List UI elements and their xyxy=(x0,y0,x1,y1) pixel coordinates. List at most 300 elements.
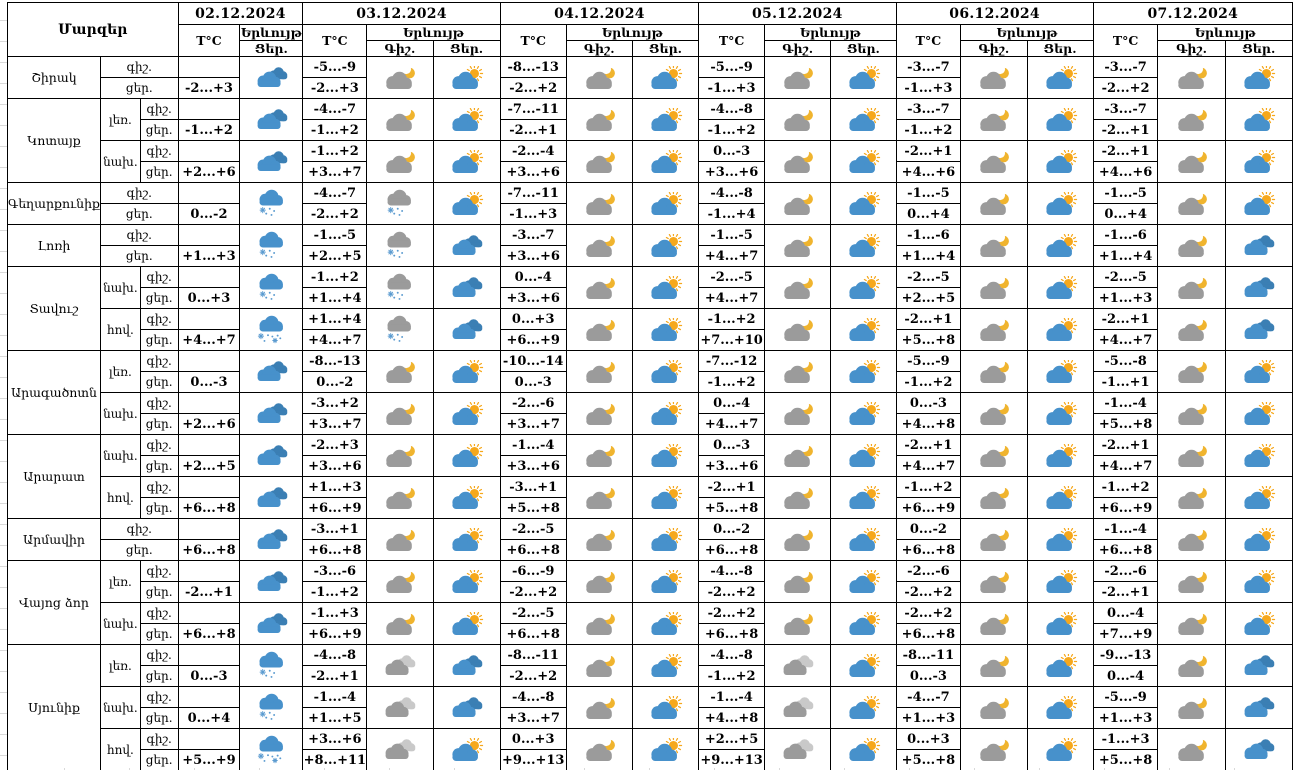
day-temp-cell[interactable]: +2...+6 xyxy=(178,414,240,435)
day-icon-cell[interactable] xyxy=(632,225,698,267)
day-icon-cell[interactable] xyxy=(1225,57,1292,99)
night-temp-cell[interactable] xyxy=(178,183,240,204)
night-icon-cell[interactable] xyxy=(367,225,433,267)
night-icon-cell[interactable] xyxy=(1158,225,1225,267)
day-icon-cell[interactable] xyxy=(831,99,896,141)
night-temp-cell[interactable] xyxy=(178,435,240,456)
night-temp-cell[interactable]: -1...+2 xyxy=(303,267,367,288)
night-temp-cell[interactable]: -1...-5 xyxy=(1093,183,1158,204)
night-temp-cell[interactable] xyxy=(178,267,240,288)
day-temp-cell[interactable]: -1...+2 xyxy=(303,120,367,141)
night-temp-cell[interactable]: -1...+2 xyxy=(896,477,961,498)
night-temp-cell[interactable]: +2...+5 xyxy=(699,729,765,750)
day-icon-cell[interactable] xyxy=(433,435,500,477)
regions-header-cell[interactable]: Մարզեր xyxy=(8,3,179,57)
night-temp-cell[interactable] xyxy=(178,603,240,624)
night-row-label[interactable]: գիշ. xyxy=(100,519,178,540)
zone-label-cell[interactable]: հով. xyxy=(100,477,140,519)
day-temp-cell[interactable]: +6...+8 xyxy=(178,624,240,645)
zone-label-cell[interactable]: նախ. xyxy=(100,687,140,729)
day-icon-cell[interactable] xyxy=(632,309,698,351)
day-icon-cell[interactable] xyxy=(831,309,896,351)
night-temp-cell[interactable]: -1...+2 xyxy=(1093,477,1158,498)
night-icon-cell[interactable] xyxy=(1158,561,1225,603)
night-icon-cell[interactable] xyxy=(1158,351,1225,393)
night-icon-cell[interactable] xyxy=(961,393,1027,435)
day-temp-cell[interactable]: -1...+4 xyxy=(699,204,765,225)
night-temp-cell[interactable]: -5...-9 xyxy=(303,57,367,78)
day-temp-cell[interactable]: +6...+8 xyxy=(699,624,765,645)
day-icon-cell[interactable] xyxy=(1225,141,1292,183)
night-temp-cell[interactable]: -2...-6 xyxy=(500,393,566,414)
night-temp-cell[interactable]: -2...-5 xyxy=(896,267,961,288)
night-row-label[interactable]: գիշ. xyxy=(140,435,178,456)
day-temp-cell[interactable]: +3...+7 xyxy=(500,708,566,729)
night-icon-cell[interactable] xyxy=(765,729,831,770)
night-icon-cell[interactable] xyxy=(765,687,831,729)
night-temp-cell[interactable]: -3...-7 xyxy=(896,57,961,78)
night-icon-cell[interactable] xyxy=(1158,99,1225,141)
night-col-header[interactable]: Գիշ. xyxy=(961,41,1027,57)
day-temp-cell[interactable]: -2...+1 xyxy=(500,120,566,141)
day-icon-cell[interactable] xyxy=(632,603,698,645)
night-temp-cell[interactable]: 0...-3 xyxy=(896,393,961,414)
day-row-label[interactable]: ցեր. xyxy=(140,456,178,477)
day-icon-cell[interactable] xyxy=(240,519,303,561)
day-temp-cell[interactable]: -2...+2 xyxy=(500,582,566,603)
night-temp-cell[interactable]: -4...-8 xyxy=(699,99,765,120)
day-temp-cell[interactable]: +9...+13 xyxy=(500,750,566,770)
night-temp-cell[interactable]: -3...+1 xyxy=(500,477,566,498)
day-icon-cell[interactable] xyxy=(831,435,896,477)
temp-header-cell[interactable]: T°C xyxy=(1093,25,1158,57)
night-icon-cell[interactable] xyxy=(961,57,1027,99)
night-row-label[interactable]: գիշ. xyxy=(140,141,178,162)
day-icon-cell[interactable] xyxy=(240,183,303,225)
night-temp-cell[interactable]: -3...-7 xyxy=(1093,99,1158,120)
day-icon-cell[interactable] xyxy=(632,57,698,99)
night-temp-cell[interactable] xyxy=(178,141,240,162)
night-temp-cell[interactable]: -8...-13 xyxy=(500,57,566,78)
night-icon-cell[interactable] xyxy=(1158,267,1225,309)
night-temp-cell[interactable]: -9...-13 xyxy=(1093,645,1158,666)
day-temp-cell[interactable]: +6...+8 xyxy=(896,540,961,561)
night-temp-cell[interactable] xyxy=(178,687,240,708)
night-temp-cell[interactable]: -2...+1 xyxy=(896,435,961,456)
day-icon-cell[interactable] xyxy=(632,99,698,141)
night-temp-cell[interactable]: -3...+2 xyxy=(303,393,367,414)
night-temp-cell[interactable]: 0...-3 xyxy=(699,141,765,162)
night-icon-cell[interactable] xyxy=(1158,519,1225,561)
night-icon-cell[interactable] xyxy=(765,351,831,393)
day-icon-cell[interactable] xyxy=(1027,729,1093,770)
day-temp-cell[interactable]: +4...+8 xyxy=(896,414,961,435)
night-row-label[interactable]: գիշ. xyxy=(100,57,178,78)
day-row-label[interactable]: ցեր. xyxy=(140,372,178,393)
day-icon-cell[interactable] xyxy=(240,393,303,435)
day-temp-cell[interactable]: +3...+6 xyxy=(500,288,566,309)
night-icon-cell[interactable] xyxy=(765,225,831,267)
night-temp-cell[interactable]: -8...-11 xyxy=(500,645,566,666)
day-col-header[interactable]: Ցեր. xyxy=(433,41,500,57)
night-temp-cell[interactable]: -1...-5 xyxy=(699,225,765,246)
night-row-label[interactable]: գիշ. xyxy=(140,687,178,708)
day-row-label[interactable]: ցեր. xyxy=(140,750,178,770)
day-temp-cell[interactable]: -1...+1 xyxy=(1093,372,1158,393)
night-icon-cell[interactable] xyxy=(961,561,1027,603)
day-icon-cell[interactable] xyxy=(1027,309,1093,351)
night-temp-cell[interactable]: -2...+1 xyxy=(1093,309,1158,330)
day-temp-cell[interactable]: 0...-3 xyxy=(500,372,566,393)
day-icon-cell[interactable] xyxy=(1225,309,1292,351)
region-name-cell[interactable]: Վայոց ձոր xyxy=(8,561,101,645)
night-temp-cell[interactable]: 0...-4 xyxy=(699,393,765,414)
night-temp-cell[interactable]: -2...-5 xyxy=(500,603,566,624)
day-temp-cell[interactable]: +6...+9 xyxy=(500,330,566,351)
day-icon-cell[interactable] xyxy=(632,519,698,561)
night-icon-cell[interactable] xyxy=(961,141,1027,183)
day-icon-cell[interactable] xyxy=(1027,603,1093,645)
night-temp-cell[interactable]: -4...-8 xyxy=(303,645,367,666)
phenomenon-header-cell[interactable]: Երևույթ xyxy=(566,25,698,41)
day-temp-cell[interactable]: +9...+13 xyxy=(699,750,765,770)
day-temp-cell[interactable]: -1...+3 xyxy=(896,78,961,99)
night-temp-cell[interactable] xyxy=(178,393,240,414)
day-icon-cell[interactable] xyxy=(831,687,896,729)
night-icon-cell[interactable] xyxy=(566,477,632,519)
day-row-label[interactable]: ցեր. xyxy=(100,204,178,225)
day-icon-cell[interactable] xyxy=(433,267,500,309)
night-temp-cell[interactable]: -1...-6 xyxy=(1093,225,1158,246)
phenomenon-header-cell[interactable]: Երևույթ xyxy=(240,25,302,40)
day-icon-cell[interactable] xyxy=(240,435,303,477)
temp-header-cell[interactable]: T°C xyxy=(178,25,240,57)
day-icon-cell[interactable] xyxy=(831,183,896,225)
night-icon-cell[interactable] xyxy=(765,99,831,141)
zone-label-cell[interactable]: լեռ. xyxy=(100,351,140,393)
day-temp-cell[interactable]: 0...+4 xyxy=(178,708,240,729)
day-icon-cell[interactable] xyxy=(632,393,698,435)
night-temp-cell[interactable]: -6...-9 xyxy=(500,561,566,582)
night-icon-cell[interactable] xyxy=(566,687,632,729)
day-temp-cell[interactable]: -1...+2 xyxy=(896,372,961,393)
night-temp-cell[interactable]: -1...-5 xyxy=(896,183,961,204)
night-temp-cell[interactable]: -8...-13 xyxy=(303,351,367,372)
night-temp-cell[interactable]: -5...-9 xyxy=(896,351,961,372)
phenomenon-header-cell[interactable]: Երևույթ xyxy=(765,25,896,41)
day-temp-cell[interactable]: +4...+7 xyxy=(178,330,240,351)
night-temp-cell[interactable]: -3...-6 xyxy=(303,561,367,582)
night-icon-cell[interactable] xyxy=(961,729,1027,770)
day-icon-cell[interactable] xyxy=(433,183,500,225)
night-icon-cell[interactable] xyxy=(1158,57,1225,99)
day-temp-cell[interactable]: -1...+2 xyxy=(303,582,367,603)
night-icon-cell[interactable] xyxy=(566,309,632,351)
night-temp-cell[interactable] xyxy=(178,645,240,666)
day-temp-cell[interactable]: +6...+8 xyxy=(896,624,961,645)
night-icon-cell[interactable] xyxy=(961,603,1027,645)
night-temp-cell[interactable]: -2...+1 xyxy=(699,477,765,498)
day-temp-cell[interactable]: -1...+3 xyxy=(699,78,765,99)
day-icon-cell[interactable] xyxy=(632,561,698,603)
day-temp-cell[interactable]: +6...+8 xyxy=(303,540,367,561)
night-icon-cell[interactable] xyxy=(1158,645,1225,687)
day-icon-cell[interactable] xyxy=(1225,687,1292,729)
day-temp-cell[interactable]: +6...+8 xyxy=(699,540,765,561)
day-icon-cell[interactable] xyxy=(831,267,896,309)
day-icon-cell[interactable] xyxy=(632,267,698,309)
night-col-header[interactable]: Գիշ. xyxy=(765,41,831,57)
day-icon-cell[interactable] xyxy=(240,729,303,770)
day-temp-cell[interactable]: -1...+2 xyxy=(699,120,765,141)
day-temp-cell[interactable]: -2...+3 xyxy=(178,78,240,99)
night-temp-cell[interactable]: -1...+3 xyxy=(303,603,367,624)
night-row-label[interactable]: գիշ. xyxy=(100,183,178,204)
day-icon-cell[interactable] xyxy=(1225,477,1292,519)
day-icon-cell[interactable] xyxy=(240,309,303,351)
night-icon-cell[interactable] xyxy=(765,393,831,435)
day-icon-cell[interactable] xyxy=(240,99,303,141)
day-temp-cell[interactable]: 0...+4 xyxy=(896,204,961,225)
day-icon-cell[interactable] xyxy=(1225,183,1292,225)
day-col-header[interactable]: Ցեր. xyxy=(831,41,896,57)
day-temp-cell[interactable]: +4...+7 xyxy=(699,246,765,267)
day-row-label[interactable]: ցեր. xyxy=(140,582,178,603)
night-temp-cell[interactable]: -2...+3 xyxy=(303,435,367,456)
day-temp-cell[interactable]: +1...+3 xyxy=(1093,288,1158,309)
night-temp-cell[interactable]: 0...-4 xyxy=(1093,603,1158,624)
night-icon-cell[interactable] xyxy=(765,267,831,309)
night-temp-cell[interactable]: 0...-4 xyxy=(500,267,566,288)
night-icon-cell[interactable] xyxy=(367,729,433,770)
phenomenon-header-cell[interactable]: Երևույթ xyxy=(1158,25,1293,41)
night-icon-cell[interactable] xyxy=(765,561,831,603)
night-temp-cell[interactable]: -2...+1 xyxy=(896,141,961,162)
day-icon-cell[interactable] xyxy=(1027,57,1093,99)
day-temp-cell[interactable]: +6...+8 xyxy=(500,624,566,645)
day-temp-cell[interactable]: +4...+6 xyxy=(896,162,961,183)
day-icon-cell[interactable] xyxy=(632,183,698,225)
zone-label-cell[interactable]: լեռ. xyxy=(100,99,140,141)
day-icon-cell[interactable] xyxy=(1225,603,1292,645)
day-icon-cell[interactable] xyxy=(1027,645,1093,687)
day-temp-cell[interactable]: -1...+2 xyxy=(699,372,765,393)
night-icon-cell[interactable] xyxy=(367,561,433,603)
temp-header-cell[interactable]: T°C xyxy=(303,25,367,57)
day-temp-cell[interactable]: -2...+3 xyxy=(303,78,367,99)
day-temp-cell[interactable]: +7...+9 xyxy=(1093,624,1158,645)
night-icon-cell[interactable] xyxy=(961,183,1027,225)
day-temp-cell[interactable]: +2...+5 xyxy=(896,288,961,309)
night-icon-cell[interactable] xyxy=(367,435,433,477)
night-temp-cell[interactable] xyxy=(178,729,240,750)
night-icon-cell[interactable] xyxy=(566,141,632,183)
day-icon-cell[interactable] xyxy=(1225,225,1292,267)
day-row-label[interactable]: ցեր. xyxy=(140,498,178,519)
night-row-label[interactable]: գիշ. xyxy=(140,99,178,120)
day-temp-cell[interactable]: +4...+7 xyxy=(896,456,961,477)
day-temp-cell[interactable]: +4...+6 xyxy=(1093,162,1158,183)
night-icon-cell[interactable] xyxy=(367,645,433,687)
region-name-cell[interactable]: Արագածոտն xyxy=(8,351,101,435)
night-row-label[interactable]: գիշ. xyxy=(140,351,178,372)
day-temp-cell[interactable]: -2...+2 xyxy=(699,582,765,603)
night-temp-cell[interactable]: -10...-14 xyxy=(500,351,566,372)
day-icon-cell[interactable] xyxy=(433,225,500,267)
night-col-header[interactable]: Գիշ. xyxy=(566,41,632,57)
night-temp-cell[interactable] xyxy=(178,351,240,372)
night-icon-cell[interactable] xyxy=(961,519,1027,561)
day-icon-cell[interactable] xyxy=(1027,183,1093,225)
night-icon-cell[interactable] xyxy=(367,267,433,309)
night-icon-cell[interactable] xyxy=(367,351,433,393)
day-icon-cell[interactable] xyxy=(831,729,896,770)
day-temp-cell[interactable]: 0...-3 xyxy=(178,666,240,687)
day-row-label[interactable]: ցեր. xyxy=(140,624,178,645)
day-temp-cell[interactable]: -2...+2 xyxy=(1093,78,1158,99)
night-temp-cell[interactable] xyxy=(178,225,240,246)
day-temp-cell[interactable]: 0...-3 xyxy=(896,666,961,687)
day-icon-cell[interactable] xyxy=(1225,729,1292,770)
region-name-cell[interactable]: Տավուշ xyxy=(8,267,101,351)
night-icon-cell[interactable] xyxy=(566,603,632,645)
day-temp-cell[interactable]: +4...+7 xyxy=(699,414,765,435)
day-temp-cell[interactable]: -1...+3 xyxy=(500,204,566,225)
zone-label-cell[interactable]: հով. xyxy=(100,729,140,770)
day-icon-cell[interactable] xyxy=(433,141,500,183)
day-temp-cell[interactable]: +3...+6 xyxy=(500,456,566,477)
day-temp-cell[interactable]: -2...+1 xyxy=(1093,120,1158,141)
night-row-label[interactable]: գիշ. xyxy=(140,309,178,330)
day-temp-cell[interactable]: +7...+10 xyxy=(699,330,765,351)
night-temp-cell[interactable]: -8...-11 xyxy=(896,645,961,666)
day-row-label[interactable]: ցեր. xyxy=(140,162,178,183)
night-temp-cell[interactable]: -2...-6 xyxy=(896,561,961,582)
night-temp-cell[interactable]: -2...-4 xyxy=(500,141,566,162)
day-icon-cell[interactable] xyxy=(1225,519,1292,561)
day-icon-cell[interactable] xyxy=(1027,99,1093,141)
day-temp-cell[interactable]: +5...+8 xyxy=(896,750,961,770)
zone-label-cell[interactable]: լեռ. xyxy=(100,561,140,603)
night-temp-cell[interactable]: +3...+6 xyxy=(303,729,367,750)
night-icon-cell[interactable] xyxy=(566,351,632,393)
night-icon-cell[interactable] xyxy=(765,183,831,225)
night-icon-cell[interactable] xyxy=(1158,729,1225,770)
day-temp-cell[interactable]: +6...+8 xyxy=(1093,540,1158,561)
day-temp-cell[interactable]: +6...+9 xyxy=(1093,498,1158,519)
day-temp-cell[interactable]: 0...-2 xyxy=(303,372,367,393)
night-icon-cell[interactable] xyxy=(566,99,632,141)
day-temp-cell[interactable]: -2...+2 xyxy=(500,666,566,687)
night-row-label[interactable]: գիշ. xyxy=(140,729,178,750)
day-icon-cell[interactable] xyxy=(831,561,896,603)
day-temp-cell[interactable]: +5...+8 xyxy=(699,498,765,519)
day-temp-cell[interactable]: 0...-2 xyxy=(178,204,240,225)
day-temp-cell[interactable]: +2...+5 xyxy=(303,246,367,267)
night-temp-cell[interactable]: -2...-6 xyxy=(1093,561,1158,582)
day-icon-cell[interactable] xyxy=(240,141,303,183)
day-icon-cell[interactable] xyxy=(433,477,500,519)
night-icon-cell[interactable] xyxy=(367,141,433,183)
phenomenon-header-cell[interactable]: Երևույթ xyxy=(961,25,1093,41)
day-icon-cell[interactable] xyxy=(632,729,698,770)
day-row-label[interactable]: ցեր. xyxy=(100,246,178,267)
region-name-cell[interactable]: Սյունիք xyxy=(8,645,101,770)
day-temp-cell[interactable]: +5...+9 xyxy=(178,750,240,770)
day-temp-cell[interactable]: +4...+7 xyxy=(303,330,367,351)
day-icon-cell[interactable] xyxy=(1225,393,1292,435)
day-icon-cell[interactable] xyxy=(240,267,303,309)
night-icon-cell[interactable] xyxy=(367,57,433,99)
night-temp-cell[interactable]: -2...-5 xyxy=(500,519,566,540)
night-icon-cell[interactable] xyxy=(566,645,632,687)
date-header-cell[interactable]: 02.12.2024 xyxy=(178,3,303,25)
night-icon-cell[interactable] xyxy=(961,645,1027,687)
day-icon-cell[interactable] xyxy=(831,57,896,99)
night-icon-cell[interactable] xyxy=(961,99,1027,141)
night-temp-cell[interactable]: -1...-4 xyxy=(1093,393,1158,414)
day-temp-cell[interactable]: +1...+3 xyxy=(1093,708,1158,729)
day-temp-cell[interactable]: +2...+6 xyxy=(178,162,240,183)
night-icon-cell[interactable] xyxy=(367,603,433,645)
day-temp-cell[interactable]: +5...+8 xyxy=(1093,750,1158,770)
day-row-label[interactable]: ցեր. xyxy=(100,540,178,561)
night-temp-cell[interactable]: 0...-3 xyxy=(699,435,765,456)
day-temp-cell[interactable]: +6...+8 xyxy=(178,540,240,561)
day-row-label[interactable]: ցեր. xyxy=(140,330,178,351)
day-icon-cell[interactable] xyxy=(632,141,698,183)
day-icon-cell[interactable] xyxy=(1225,435,1292,477)
night-temp-cell[interactable] xyxy=(178,561,240,582)
night-icon-cell[interactable] xyxy=(961,225,1027,267)
day-icon-cell[interactable] xyxy=(632,645,698,687)
night-icon-cell[interactable] xyxy=(566,267,632,309)
day-icon-cell[interactable] xyxy=(433,603,500,645)
day-temp-cell[interactable]: +3...+7 xyxy=(303,162,367,183)
day-icon-cell[interactable] xyxy=(1225,351,1292,393)
day-icon-cell[interactable] xyxy=(240,687,303,729)
day-row-label[interactable]: ցեր. xyxy=(140,288,178,309)
zone-label-cell[interactable]: նախ. xyxy=(100,603,140,645)
night-icon-cell[interactable] xyxy=(1158,309,1225,351)
day-icon-cell[interactable] xyxy=(433,99,500,141)
night-temp-cell[interactable]: -5...-9 xyxy=(1093,687,1158,708)
night-icon-cell[interactable] xyxy=(765,519,831,561)
night-icon-cell[interactable] xyxy=(1158,477,1225,519)
night-temp-cell[interactable]: 0...+3 xyxy=(500,309,566,330)
day-temp-cell[interactable]: +1...+5 xyxy=(303,708,367,729)
day-icon-cell[interactable] xyxy=(1027,225,1093,267)
date-header-cell[interactable]: 06.12.2024 xyxy=(896,3,1093,25)
day-icon-cell[interactable] xyxy=(433,393,500,435)
night-icon-cell[interactable] xyxy=(566,435,632,477)
temp-header-cell[interactable]: T°C xyxy=(896,25,961,57)
day-temp-cell[interactable]: -2...+2 xyxy=(896,582,961,603)
zone-label-cell[interactable]: լեռ. xyxy=(100,645,140,687)
day-temp-cell[interactable]: -1...+2 xyxy=(896,120,961,141)
day-temp-cell[interactable]: +4...+7 xyxy=(699,288,765,309)
date-header-cell[interactable]: 07.12.2024 xyxy=(1093,3,1292,25)
zone-label-cell[interactable]: նախ. xyxy=(100,393,140,435)
day-temp-cell[interactable]: +1...+4 xyxy=(896,246,961,267)
day-temp-cell[interactable]: -2...+2 xyxy=(500,78,566,99)
night-icon-cell[interactable] xyxy=(1158,393,1225,435)
night-temp-cell[interactable]: -3...-7 xyxy=(1093,57,1158,78)
night-temp-cell[interactable]: -1...+2 xyxy=(303,141,367,162)
night-icon-cell[interactable] xyxy=(367,687,433,729)
day-icon-cell[interactable] xyxy=(1225,99,1292,141)
day-temp-cell[interactable]: +6...+9 xyxy=(303,624,367,645)
